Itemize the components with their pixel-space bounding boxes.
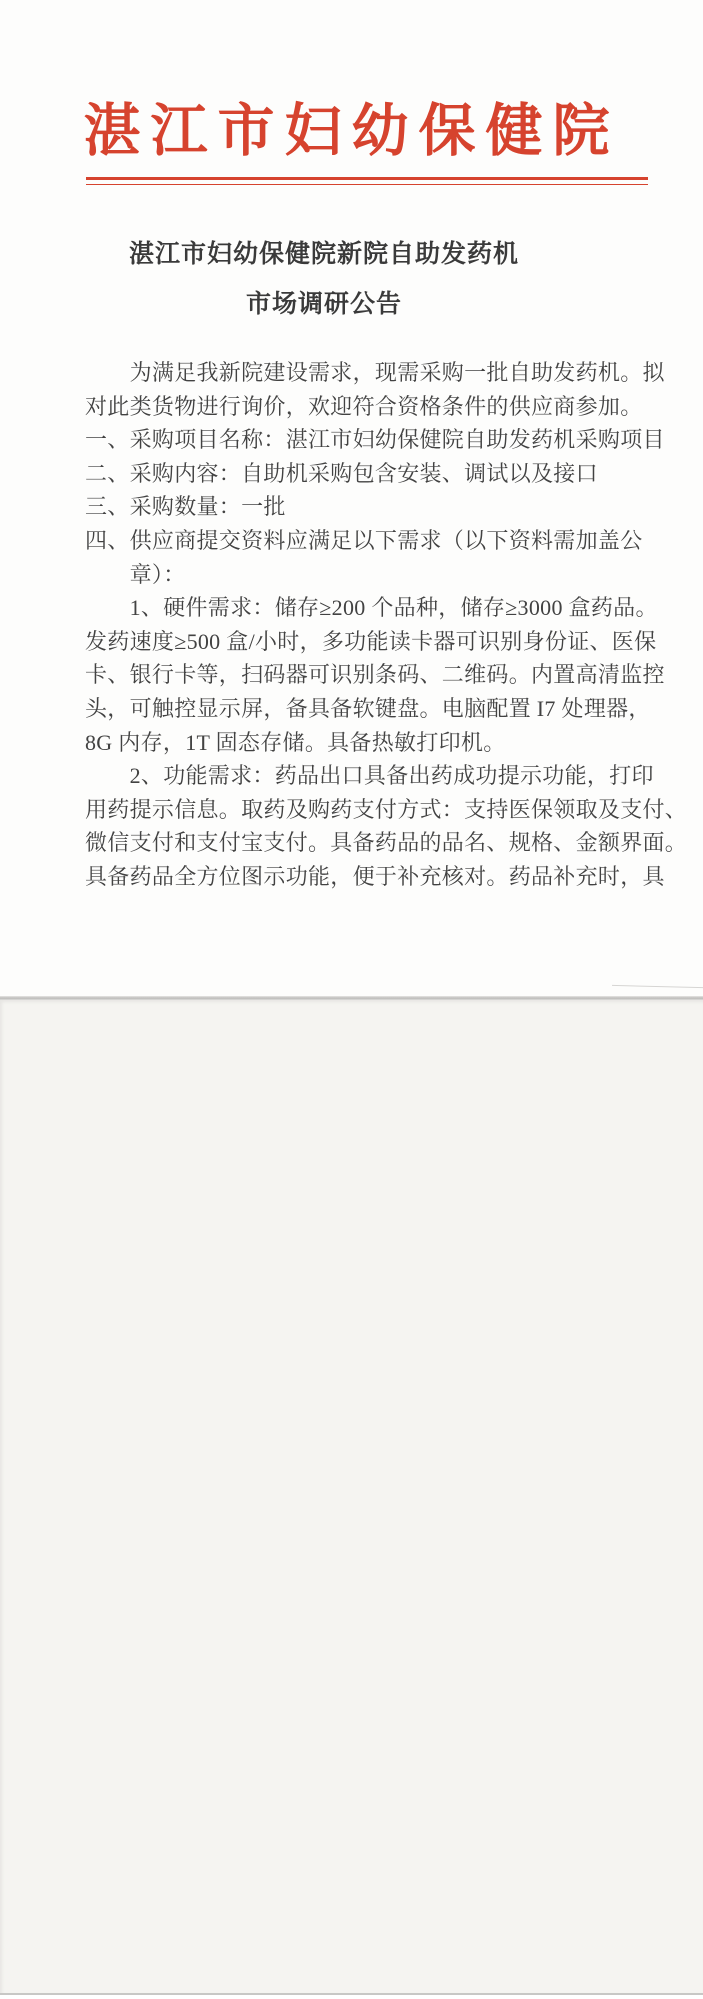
- body-line: 微信支付和支付宝支付。具备药品的品名、规格、金额界面。: [85, 830, 688, 856]
- body-line: 8G 内存，1T 固态存储。具备热敏打印机。: [85, 729, 506, 755]
- body-line: 卡、银行卡等，扫码器可识别条码、二维码。内置高清监控: [85, 662, 665, 688]
- body-line: 为满足我新院建设需求，现需采购一批自助发药机。拟: [85, 360, 665, 385]
- body-line: 头，可触控显示屏，备具备软键盘。电脑配置 I7 处理器，: [85, 695, 651, 721]
- body-line: 用药提示信息。取药及购药支付方式：支持医保领取及支付、: [85, 796, 688, 822]
- body-line: 发药速度≥500 盒/小时，多功能读卡器可识别身份证、医保: [85, 628, 657, 654]
- body-line: 四、供应商提交资料应满足以下需求（以下资料需加盖公: [85, 527, 643, 553]
- body-line: 一、采购项目名称：湛江市妇幼保健院自助发药机采购项目: [85, 427, 665, 453]
- page-1: [0, 0, 703, 996]
- body-line: 对此类货物进行询价，欢迎符合资格条件的供应商参加。: [85, 393, 643, 419]
- body-line: 2、功能需求：药品出口具备出药成功提示功能，打印: [85, 763, 654, 789]
- body-line: 章）：: [85, 561, 186, 587]
- letterhead-rule-thin: [86, 184, 648, 185]
- body-line: 三、采购数量：一批: [85, 494, 286, 520]
- document-title-line2: 市场调研公告: [245, 290, 402, 318]
- letterhead-rule-thick: [86, 177, 648, 180]
- document-title-line1: 湛江市妇幼保健院新院自助发药机: [128, 240, 519, 268]
- body-line: 1、硬件需求：储存≥200 个品种，储存≥3000 盒药品。: [85, 595, 658, 621]
- body-line: 具备药品全方位图示功能，便于补充核对。药品补充时，具: [85, 863, 665, 889]
- page-2: [0, 1000, 703, 1995]
- page1-body: [85, 356, 688, 894]
- body-line: 二、采购内容：自助机采购包含安装、调试以及接口: [85, 460, 598, 486]
- letterhead-title: 湛江市妇幼保健院: [83, 100, 620, 163]
